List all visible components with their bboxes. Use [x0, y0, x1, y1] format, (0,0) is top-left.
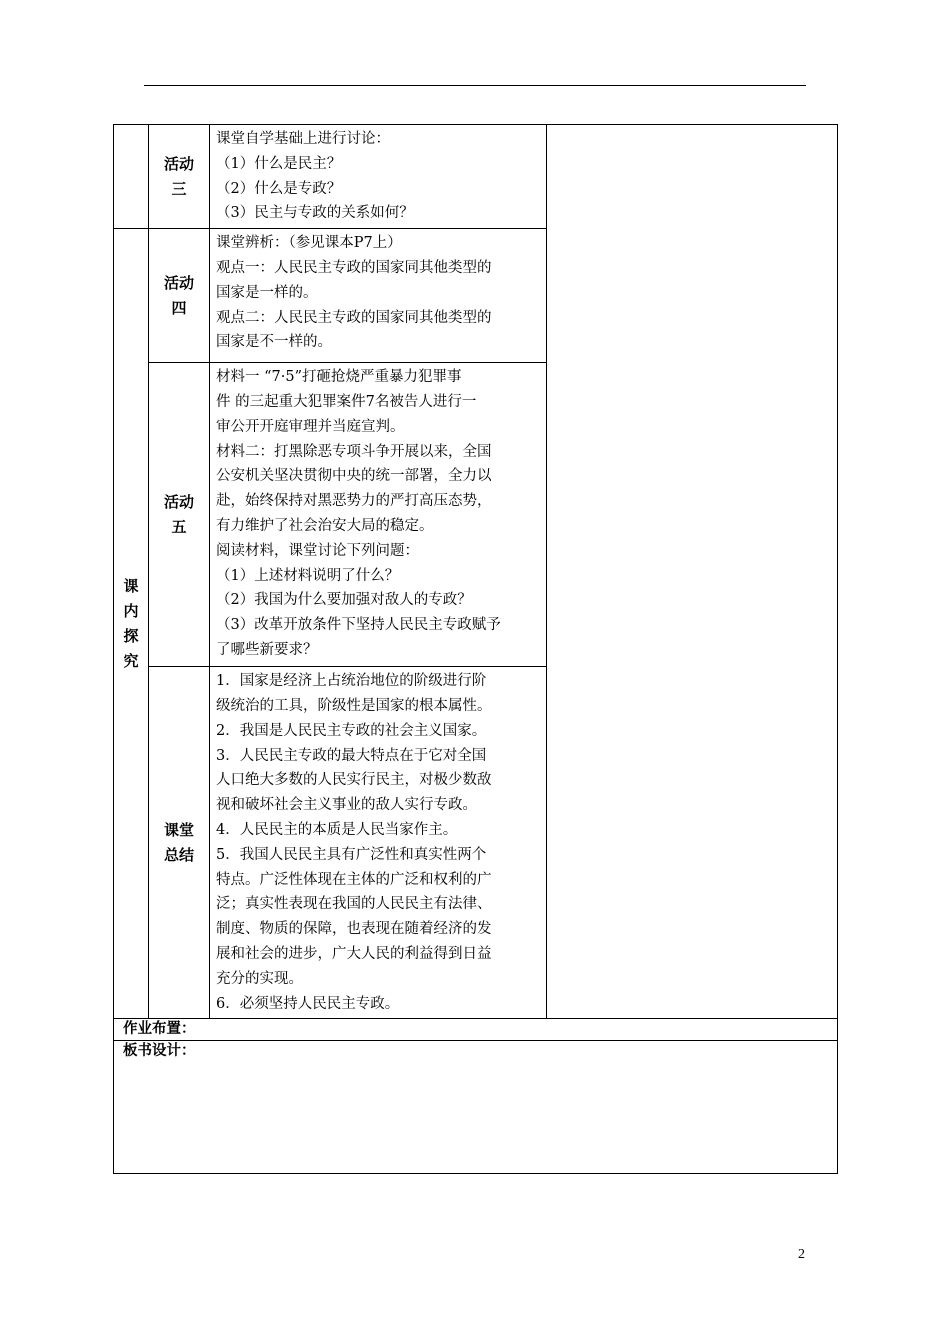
activity-content — [210, 229, 547, 363]
content-line: 阅读材料，课堂讨论下列问题： — [216, 542, 419, 559]
content-line: 视和破坏社会主义事业的敌人实行专政。 — [216, 797, 477, 814]
content-line: 制度、物质的保障，也表现在随着经济的发 — [216, 921, 492, 938]
section-char: 课 — [123, 576, 139, 595]
content-line: 展和社会的进步，广大人民的利益得到日益 — [216, 945, 492, 962]
activity-content — [210, 125, 547, 229]
content-line: 有力维护了社会治安大局的稳定。 — [216, 517, 434, 534]
content-line: 2．我国是人民民主专政的社会主义国家。 — [216, 722, 487, 739]
content-line: 课堂自学基础上进行讨论： — [216, 131, 390, 147]
activity-label-line: 课堂 — [163, 820, 194, 839]
content-line: （3）改革开放条件下坚持人民民主专政赋予 — [216, 617, 501, 634]
activity-label-line: 总结 — [163, 845, 194, 864]
activity-content — [210, 363, 547, 667]
header-rule — [144, 85, 806, 86]
activity-label-line: 五 — [171, 517, 187, 536]
content-line: 赴，始终保持对黑恶势力的严打高压态势， — [216, 493, 492, 510]
content-line: 级统治的工具，阶级性是国家的根本属性。 — [216, 697, 492, 714]
content-line: 充分的实现。 — [216, 970, 303, 987]
content-line: 材料二：打黑除恶专项斗争开展以来，全国 — [216, 443, 492, 460]
section-char: 探 — [123, 626, 139, 645]
content-line: 观点一：人民民主专政的国家同其他类型的 — [216, 259, 492, 276]
content-line: （1）什么是民主？ — [216, 155, 342, 172]
activity-label-line: 活动 — [163, 492, 194, 511]
activity-label — [149, 363, 210, 667]
activity-label-line: 四 — [171, 298, 187, 317]
content-line: 1．国家是经济上占统治地位的阶级进行阶 — [216, 673, 487, 690]
content-line: 了哪些新要求？ — [216, 641, 318, 658]
content-line: （2）我国为什么要加强对敌人的专政？ — [216, 592, 472, 609]
section-char: 究 — [123, 651, 139, 670]
page-number: 2 — [798, 1247, 805, 1262]
activity-label — [149, 667, 210, 1019]
content-line: 课堂辨析：（参见课本P7上） — [216, 235, 402, 252]
activity-label-line: 活动 — [163, 154, 194, 173]
content-line: 3．人民民主专政的最大特点在于它对全国 — [216, 747, 487, 764]
board-design-label: 板书设计： — [114, 1041, 838, 1174]
homework-row — [114, 1019, 838, 1041]
activity-row-3 — [114, 125, 838, 229]
board-design-row — [114, 1041, 838, 1174]
activity-content — [210, 667, 547, 1019]
content-line: 特点。广泛性体现在主体的广泛和权利的广 — [216, 871, 492, 888]
homework-label: 作业布置： — [114, 1019, 838, 1041]
notes-column — [547, 125, 838, 1019]
content-line: （2）什么是专政？ — [216, 180, 342, 197]
activity-label-line: 活动 — [163, 273, 194, 292]
content-line: （1）上述材料说明了什么？ — [216, 567, 400, 584]
content-line: 国家是一样的。 — [216, 284, 318, 301]
content-line: 观点二：人民民主专政的国家同其他类型的 — [216, 309, 492, 326]
content-line: 4．人民民主的本质是人民当家作主。 — [216, 821, 458, 838]
content-line: 泛；真实性表现在我国的人民民主有法律、 — [216, 896, 492, 913]
lesson-plan-table — [113, 124, 838, 1174]
content-line: 6．必须坚持人民民主专政。 — [216, 995, 400, 1012]
content-line: 5．我国人民民主具有广泛性和真实性两个 — [216, 846, 487, 863]
content-line: 公安机关坚决贯彻中央的统一部署，全力以 — [216, 468, 492, 485]
content-line: （3）民主与专政的关系如何？ — [216, 205, 414, 222]
section-empty-cell — [114, 125, 149, 229]
activity-label — [149, 125, 210, 229]
content-line: 材料一 “7·5”打砸抢烧严重暴力犯罪事 — [216, 369, 462, 386]
activity-label-line: 三 — [171, 179, 187, 198]
section-char: 内 — [123, 601, 139, 620]
activity-label — [149, 229, 210, 363]
content-line: 件 的三起重大犯罪案件7名被告人进行一 — [216, 393, 477, 410]
content-line: 人口绝大多数的人民实行民主，对极少数敌 — [216, 772, 492, 789]
section-label-kenei-tanjiu — [114, 229, 149, 1019]
content-line: 国家是不一样的。 — [216, 334, 332, 351]
content-line: 审公开开庭审理并当庭宣判。 — [216, 418, 405, 435]
